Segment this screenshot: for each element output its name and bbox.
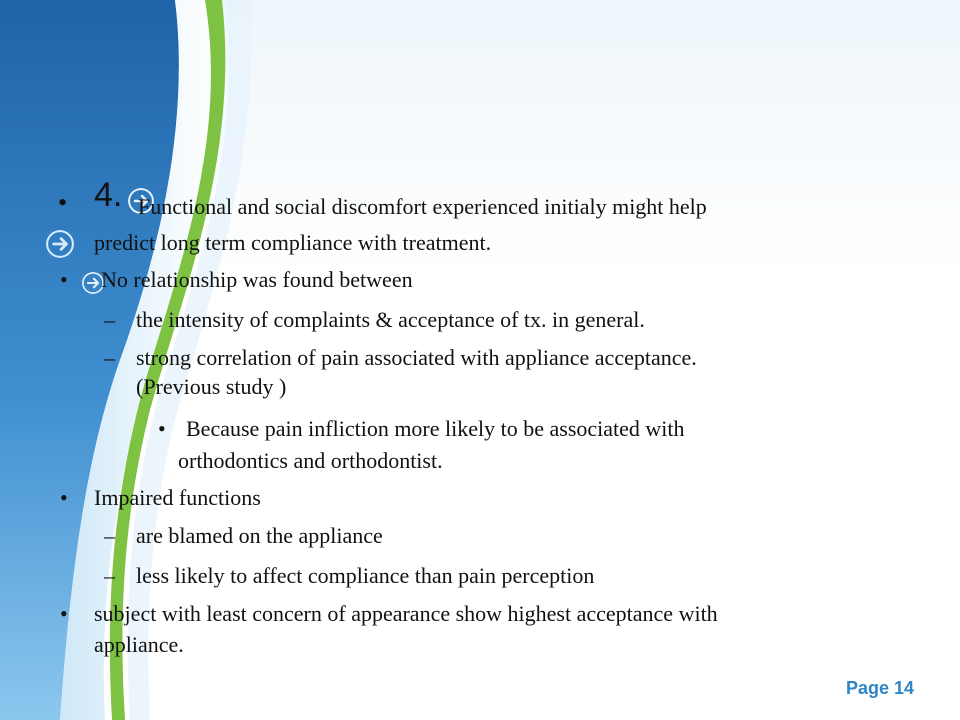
dash-marker: –	[104, 523, 115, 548]
item-text: appliance.	[94, 632, 184, 657]
item-text: Impaired functions	[94, 485, 261, 510]
item-text: (Previous study )	[136, 374, 287, 399]
item-text: subject with least concern of appearance show highest acceptance with	[94, 601, 718, 626]
item-text: Because pain infliction more likely to be associated with	[186, 416, 685, 441]
bullet-marker: •	[58, 188, 68, 217]
item-text: predict long term compliance with treatment.	[94, 230, 492, 255]
item-text: less likely to affect compliance than pain perception	[136, 563, 595, 588]
item-text: are blamed on the appliance	[136, 523, 383, 548]
item-number: 4.	[94, 176, 123, 214]
page-number: Page 14	[846, 678, 915, 698]
item-text: Functional and social discomfort experienced initialy might help	[138, 194, 707, 219]
dash-marker: –	[104, 345, 115, 370]
item-text: orthodontics and orthodontist.	[178, 448, 443, 473]
bullet-marker: •	[60, 485, 68, 510]
bullet-marker: •	[158, 416, 166, 441]
bullet-marker: •	[60, 601, 68, 626]
item-text: strong correlation of pain associated with appliance acceptance.	[136, 345, 697, 370]
item-text: No relationship was found between	[101, 267, 413, 292]
dash-marker: –	[104, 563, 115, 588]
item-text: the intensity of complaints & acceptance of tx. in general.	[136, 307, 645, 332]
bullet-marker: •	[60, 267, 68, 292]
dash-marker: –	[104, 307, 115, 332]
